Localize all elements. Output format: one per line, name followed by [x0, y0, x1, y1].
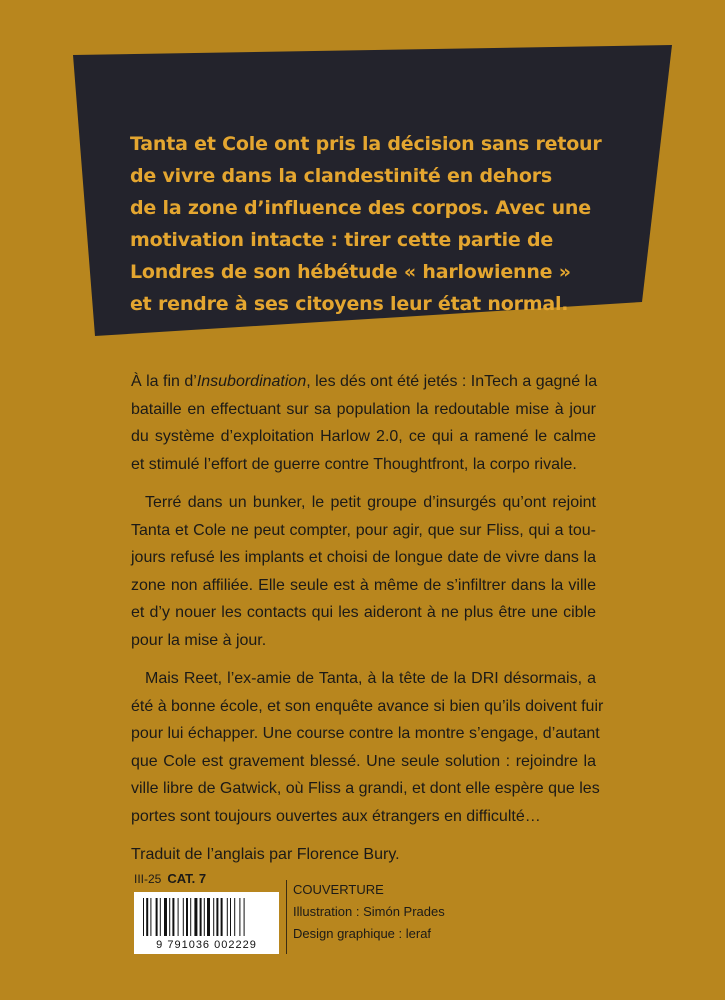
synopsis-line: Mais Reet, l’ex-amie de Tanta, à la tête de la DRI désormais, a [145, 670, 596, 687]
blurb-line: Tanta et Cole ont pris la décision sans retour [130, 133, 602, 155]
blurb-panel [0, 0, 725, 360]
synopsis-paragraph-3 [131, 665, 604, 830]
synopsis-line: du système d’exploitation Harlow 2.0, ce qui a ramené le calme [131, 428, 596, 445]
blurb-line: motivation intacte : tirer cette partie de [130, 229, 554, 251]
book-title: Insubordination [196, 373, 307, 390]
blurb-text [130, 128, 602, 320]
synopsis-line: pour lui échapper. Une course contre la montre s’engage, d’autant [131, 725, 600, 742]
barcode-bar [213, 898, 214, 936]
barcode-bar [178, 898, 179, 936]
barcode-bar [190, 898, 191, 936]
design-credit: Design graphique : leraf [293, 926, 432, 941]
barcode-bar [244, 898, 245, 936]
barcode-bar [183, 898, 184, 936]
barcode-bar [204, 898, 205, 936]
cover-heading: COUVERTURE [293, 882, 384, 897]
category-code: CAT. 7 [167, 871, 207, 886]
synopsis-paragraph-1 [131, 368, 596, 478]
barcode-bar [230, 898, 231, 936]
text-fragment: À la fin d’ [131, 373, 197, 390]
blurb-line: de la zone d’influence des corpos. Avec une [130, 197, 591, 219]
barcode-bar [143, 898, 144, 936]
synopsis-line: et d’y nouer les contacts qui les aideront à ne plus être une cible [131, 604, 596, 621]
synopsis-line: pour la mise à jour. [131, 631, 267, 649]
synopsis-line [131, 368, 596, 396]
barcode-number: 9 791036 002229 [156, 939, 257, 951]
barcode-bar [234, 898, 235, 936]
barcode-bar [227, 898, 228, 936]
catalog-codes [134, 871, 206, 886]
synopsis-line: ville libre de Gatwick, où Fliss a grandi, et dont elle espère que les [131, 780, 600, 797]
barcode-bar [221, 898, 223, 936]
cover-credits [293, 879, 445, 945]
barcode-bar [146, 898, 148, 936]
barcode-bar [239, 898, 240, 936]
synopsis-line: portes sont toujours ouvertes aux étrangers en difficulté… [131, 807, 541, 825]
barcode-bar [186, 898, 188, 936]
synopsis-line: et stimulé l’effort de guerre contre Thoughtfront, la corpo rivale. [131, 455, 577, 473]
blurb-line: Londres de son hébétude « harlowienne » [130, 261, 571, 283]
blurb-line: de vivre dans la clandestinité en dehors [130, 165, 552, 187]
synopsis-paragraph-2 [131, 489, 596, 654]
barcode-bar [172, 898, 174, 936]
barcode-bar [169, 898, 170, 936]
barcode-bars [141, 898, 272, 936]
synopsis-line: été à bonne école, et son enquête avance si bien qu’ils doivent fuir [131, 697, 604, 715]
blurb-line: et rendre à ses citoyens leur état normal. [130, 293, 569, 315]
barcode-bar [164, 898, 167, 936]
barcode-bar [160, 898, 161, 936]
synopsis [131, 368, 604, 880]
synopsis-line: bataille en effectuant sur sa population la redoutable mise à jour [131, 400, 596, 418]
translator-credit: Traduit de l’anglais par Florence Bury. [131, 846, 400, 863]
barcode-bar [194, 898, 197, 936]
barcode-bar [150, 898, 151, 936]
illustration-credit: Illustration : Simón Prades [293, 904, 445, 919]
barcode-bar [216, 898, 218, 936]
divider [286, 880, 287, 954]
text-fragment: , les dés ont été jetés : InTech a gagné la [306, 373, 598, 390]
barcode-bar [207, 898, 210, 936]
series-code: III-25 [134, 872, 162, 886]
synopsis-line: jours refusé les implants et choisi de longue date de vivre dans la [131, 549, 596, 566]
barcode [134, 892, 279, 954]
synopsis-line: Tanta et Cole ne peut compter, pour agir, que sur Fliss, qui a tou- [131, 521, 596, 539]
synopsis-line: Terré dans un bunker, le petit groupe d’insurgés qu’ont rejoint [145, 494, 596, 511]
barcode-bar [156, 898, 158, 936]
synopsis-line: zone non affiliée. Elle seule est à même de s’infiltrer dans la ville [131, 576, 596, 594]
barcode-bar [200, 898, 202, 936]
synopsis-line: que Cole est gravement blessé. Une seule solution : rejoindre la [131, 752, 596, 770]
